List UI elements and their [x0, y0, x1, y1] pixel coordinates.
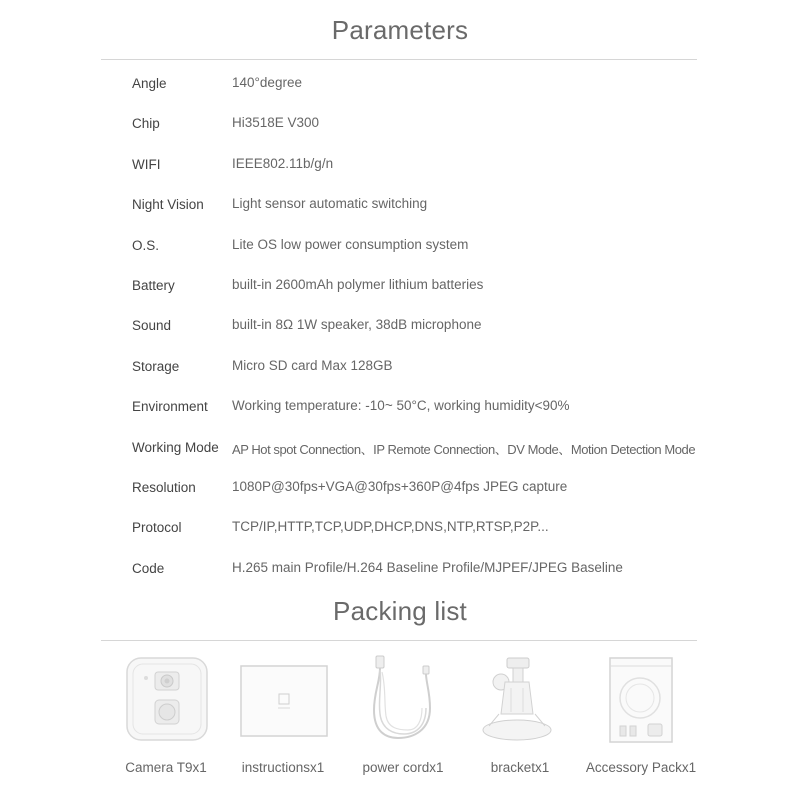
bracket-icon [455, 652, 585, 748]
param-label: Protocol [132, 520, 182, 536]
param-row-code [0, 548, 800, 588]
parameters-table [0, 63, 800, 588]
param-row-resolution [0, 467, 800, 507]
param-label: Storage [132, 358, 180, 374]
pack-item-label: Accessory Packx1 [585, 760, 697, 775]
param-label: Environment [132, 399, 208, 415]
param-row-wifi [0, 144, 800, 184]
param-row-environment [0, 386, 800, 426]
param-label: WIFI [132, 156, 161, 172]
parameters-title: Parameters [331, 15, 469, 45]
divider [101, 640, 697, 641]
param-label: Code [132, 560, 165, 576]
param-value: IEEE802.11b/g/n [232, 155, 334, 171]
param-value: built-in 8Ω 1W speaker, 38dB microphone [232, 317, 482, 333]
param-value: built-in 2600mAh polymer lithium batteries [232, 276, 484, 292]
packing-list [0, 652, 800, 792]
pack-item-camera [101, 652, 231, 792]
pack-item-accessory-pack [576, 652, 706, 792]
param-row-chip [0, 103, 800, 143]
pack-item-label: power cordx1 [362, 760, 444, 775]
param-value: 140°degree [232, 75, 302, 90]
param-value: Hi3518E V300 [232, 115, 320, 131]
camera-icon [101, 652, 231, 748]
param-label: Angle [132, 76, 167, 91]
param-value: Light sensor automatic switching [232, 196, 428, 212]
param-label: Battery [132, 277, 175, 293]
param-row-working-mode [0, 427, 800, 467]
param-value: 1080P@30fps+VGA@30fps+360P@4fps JPEG capture [232, 478, 568, 494]
param-row-os [0, 225, 800, 265]
pack-item-bracket [455, 652, 585, 792]
param-row-battery [0, 265, 800, 305]
param-value: Micro SD card Max 128GB [232, 357, 393, 373]
param-label: Night Vision [132, 197, 204, 213]
pack-item-power-cord [338, 652, 468, 792]
param-label: O.S. [132, 237, 160, 253]
pack-item-label: instructionsx1 [241, 760, 325, 775]
param-label: Chip [132, 116, 160, 132]
pack-item-label: bracketx1 [490, 760, 550, 775]
param-value: TCP/IP,HTTP,TCP,UDP,DHCP,DNS,NTP,RTSP,P2P... [232, 519, 549, 535]
param-row-storage [0, 346, 800, 386]
param-value: Working temperature: -10~ 50°C, working humidity<90% [232, 398, 570, 414]
accessory-bag-icon [576, 652, 706, 748]
packing-list-title: Packing list [333, 596, 467, 626]
param-label: Resolution [132, 479, 196, 495]
param-row-sound [0, 305, 800, 345]
manual-icon [218, 652, 348, 748]
param-row-protocol [0, 507, 800, 547]
param-row-night-vision [0, 184, 800, 224]
usb-cable-icon [338, 652, 468, 748]
pack-item-instructions [218, 652, 348, 792]
param-value: H.265 main Profile/H.264 Baseline Profile/MJPEF/JPEG Baseline [232, 559, 623, 575]
param-label: Sound [132, 318, 172, 334]
param-value: AP Hot spot Connection、IP Remote Connection、DV Mode、Motion Detection Mode [232, 441, 696, 457]
param-value: Lite OS low power consumption system [232, 236, 469, 252]
param-label: Working Mode [132, 439, 219, 455]
param-row-angle [0, 63, 800, 103]
pack-item-label: Camera T9x1 [125, 760, 207, 775]
divider [101, 59, 697, 60]
